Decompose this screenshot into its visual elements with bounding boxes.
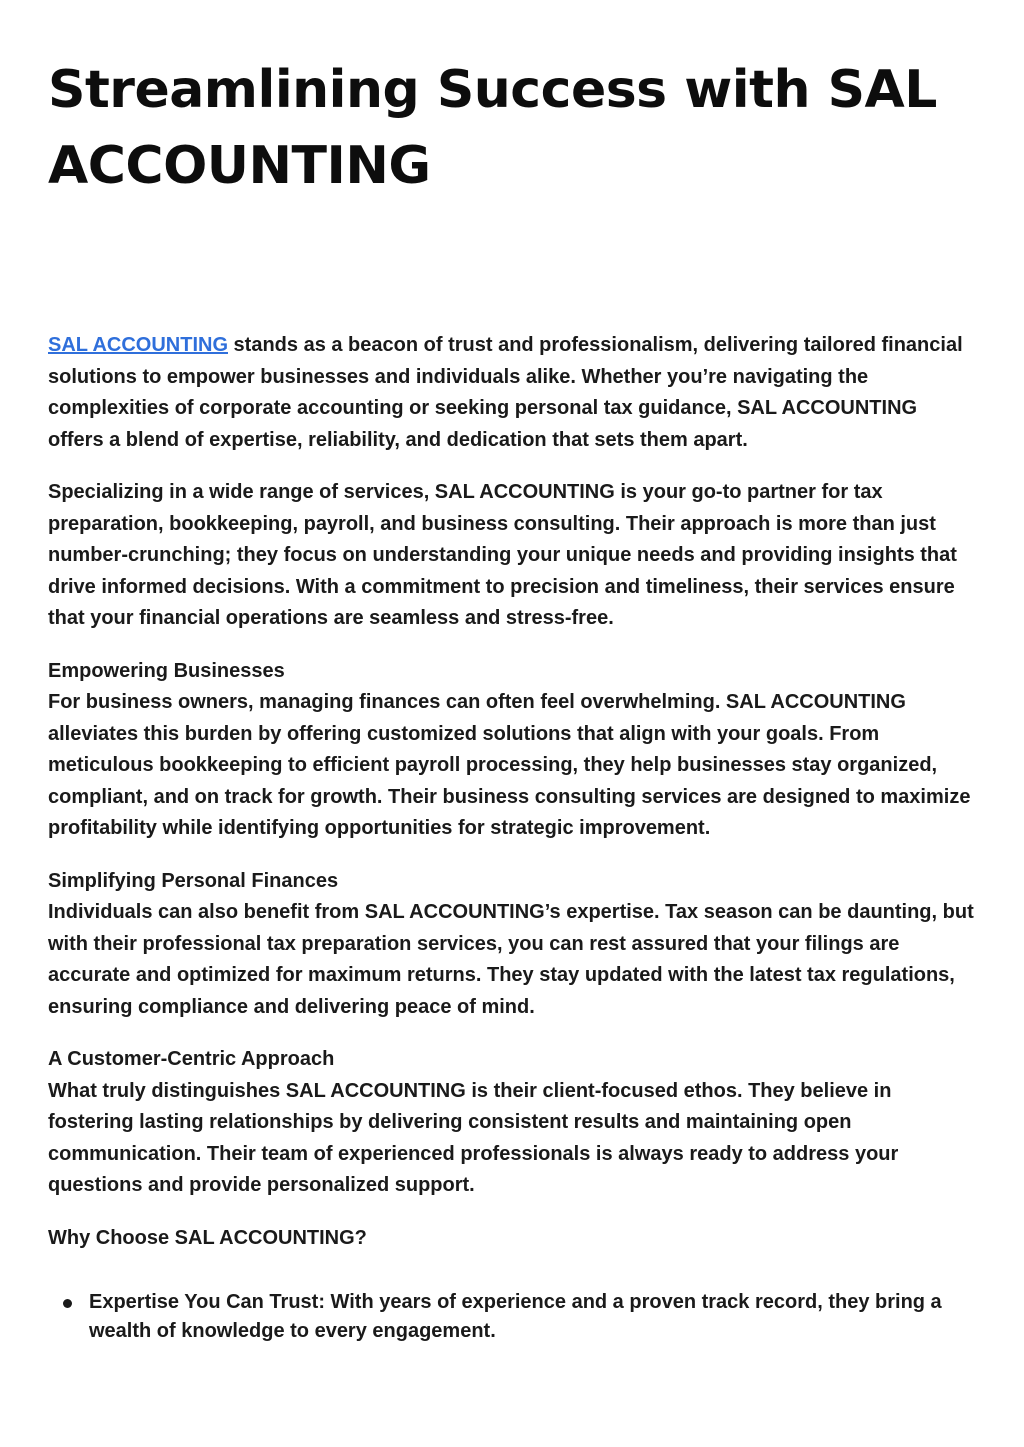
intro-paragraph [48,330,978,456]
page-title: Streamlining Success with SAL ACCOUNTING [48,60,937,196]
section-heading: Empowering Businesses [48,659,285,682]
section-body: What truly distinguishes SAL ACCOUNTING is their client-focused ethos. They believe in fostering lasting relationships by delivering consistent results and maintaining open communication. Their team of experienced professionals is always ready to address your questions and provide personalized support. [48,1079,899,1196]
section-heading: Simplifying Personal Finances [48,869,339,892]
section-customer-centric [48,1044,978,1202]
section-body: Individuals can also benefit from SAL ACCOUNTING’s expertise. Tax season can be daunting, but with their professional tax preparation services, you can rest assured that your filings are accurate and optimized for maximum returns. They stay updated with the latest tax regulations, ensuring compliance and delivering peace of mind. [48,901,974,1018]
section-empowering-businesses [48,656,978,845]
article-body [48,330,978,1346]
section-heading: A Customer-Centric Approach [48,1048,335,1070]
bullet-icon [63,1299,72,1308]
document-page [48,0,978,1346]
intro-text: stands as a beacon of trust and professionalism, delivering tailored financial solutions to empower businesses and individuals alike. Whether you’re navigating the complexities of corporate accounting or seeking personal tax guidance, SAL ACCOUNTING offers a blend of expertise, reliability, and dedication that sets them apart. [48,334,963,451]
why-choose-heading: Why Choose SAL ACCOUNTING? [48,1226,367,1249]
services-paragraph: Specializing in a wide range of services, SAL ACCOUNTING is your go-to partner for tax preparation, bookkeeping, payroll, and business consulting. Their approach is more than just number-crunching; they focus on understanding your unique needs and providing insights that drive informed decisions. With a commitment to precision and timeliness, their services ensure that your financial operations are seamless and stress-free. [48,481,957,629]
section-personal-finances [48,866,978,1024]
sal-accounting-link[interactable]: SAL ACCOUNTING [48,334,228,356]
reasons-list [48,1288,978,1346]
list-item-text: Expertise You Can Trust: With years of experience and a proven track record, they bring a wealth of knowledge to every engagement. [89,1291,942,1342]
list-item [48,1288,978,1346]
section-body: For business owners, managing finances can often feel overwhelming. SAL ACCOUNTING alleviates this burden by offering customized solutions that align with your goals. From meticulous bookkeeping to efficient payroll processing, they help businesses stay organized, compliant, and on track for growth. Their business consulting services are designed to maximize profitability while identifying opportunities for strategic improvement. [48,691,971,839]
